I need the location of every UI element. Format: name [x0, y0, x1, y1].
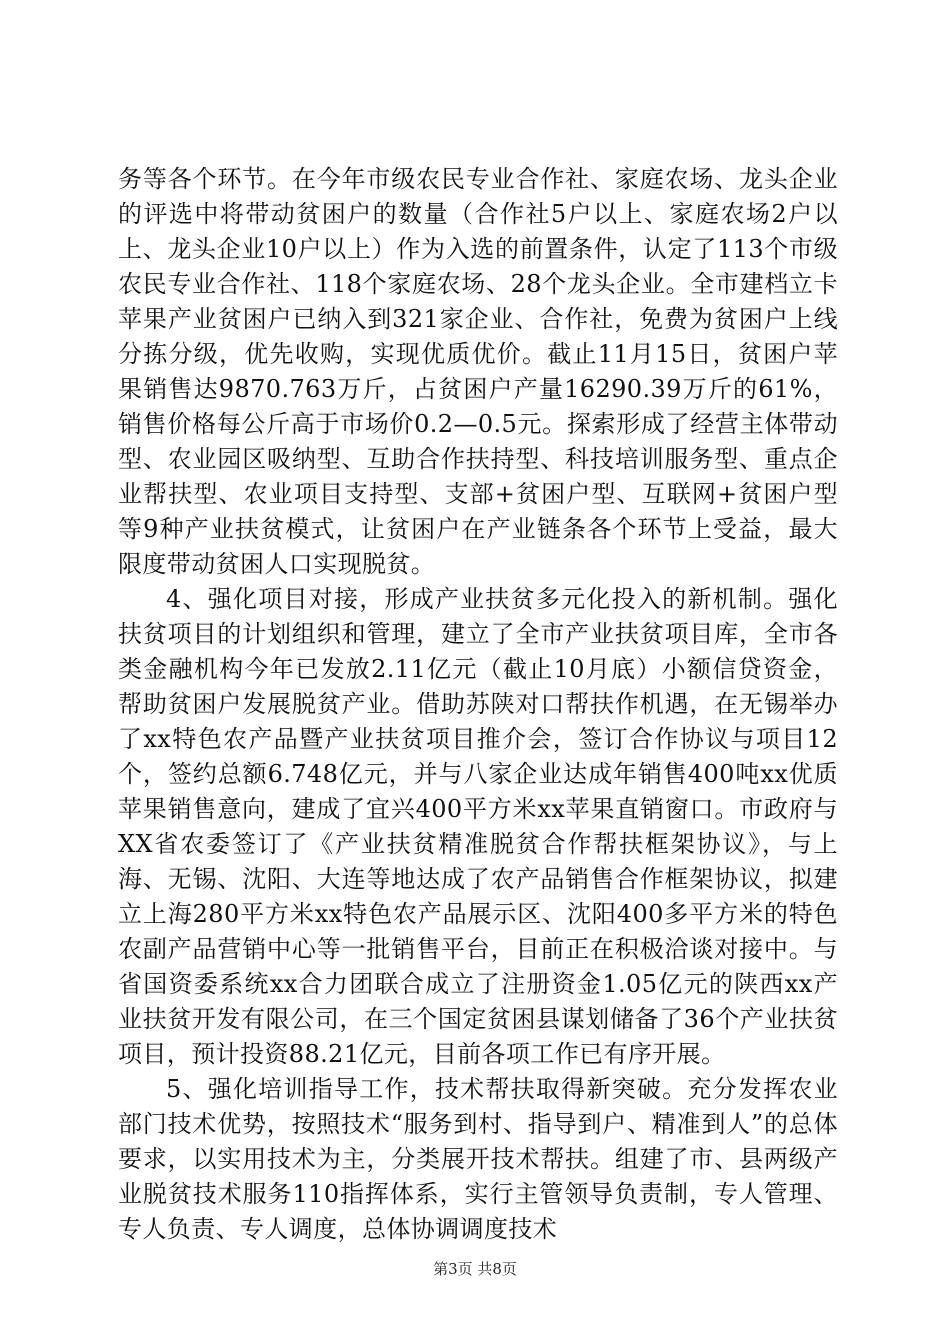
paragraph-3: 5、强化培训指导工作，技术帮扶取得新突破。充分发挥农业部门技术优势，按照技术“服务到村、指导到户、精准到人”的总体要求，以实用技术为主，分类展开技术帮扶。组建了市、县两级产业脱贫技术服务110指挥体系，实行主管领导负责制，专人管理、专人负责、专人调度，总体协调调度技术 — [118, 1075, 838, 1243]
page-footer: 第3页 共8页 — [433, 1260, 517, 1278]
paragraph-2: 4、强化项目对接，形成产业扶贫多元化投入的新机制。强化扶贫项目的计划组织和管理，建立了全市产业扶贫项目库，全市各类金融机构今年已发放2.11亿元（截止10月底）小额信贷资金，帮助贫困户发展脱贫产业。借助苏陕对口帮扶作机遇，在无锡举办了xx特色农产品暨产业扶贫项目推介会，签订合作协议与项目12个，签约总额6.748亿元，并与八家企业达成年销售400吨xx优质苹果销售意向，建成了宜兴400平方米xx苹果直销窗口。市政府与XX省农委签订了《产业扶贫精准脱贫合作帮扶框架协议》，与上海、无锡、沈阳、大连等地达成了农产品销售合作框架协议，拟建立上海280平方米xx特色农产品展示区、沈阳400多平方米的特色农副产品营销中心等一批销售平台，目前正在积极洽谈对接中。与省国资委系统xx合力团联合成立了注册资金1.05亿元的陕西xx产业扶贫开发有限公司，在三个国定贫困县谋划储备了36个产业扶贫项目，预计投资88.21亿元，目前各项工作已有序开展。 — [118, 585, 838, 1068]
paragraph-1: 务等各个环节。在今年市级农民专业合作社、家庭农场、龙头企业的评选中将带动贫困户的数量（合作社5户以上、家庭农场2户以上、龙头企业10户以上）作为入选的前置条件，认定了113个市级农民专业合作社、118个家庭农场、28个龙头企业。全市建档立卡苹果产业贫困户已纳入到321家企业、合作社，免费为贫困户上线分拣分级，优先收购，实现优质优价。截止11月15日，贫困户苹果销售达9870.763万斤，占贫困户产量16290.39万斤的61%，销售价格每公斤高于市场价0.2—0.5元。探索形成了经营主体带动型、农业园区吸纳型、互助合作扶持型、科技培训服务型、重点企业帮扶型、农业项目支持型、支部+贫困户型、互联网+贫困户型等9种产业扶贫模式，让贫困户在产业链条各个环节上受益，最大限度带动贫困人口实现脱贫。 — [118, 165, 838, 578]
body-text — [118, 162, 838, 1247]
